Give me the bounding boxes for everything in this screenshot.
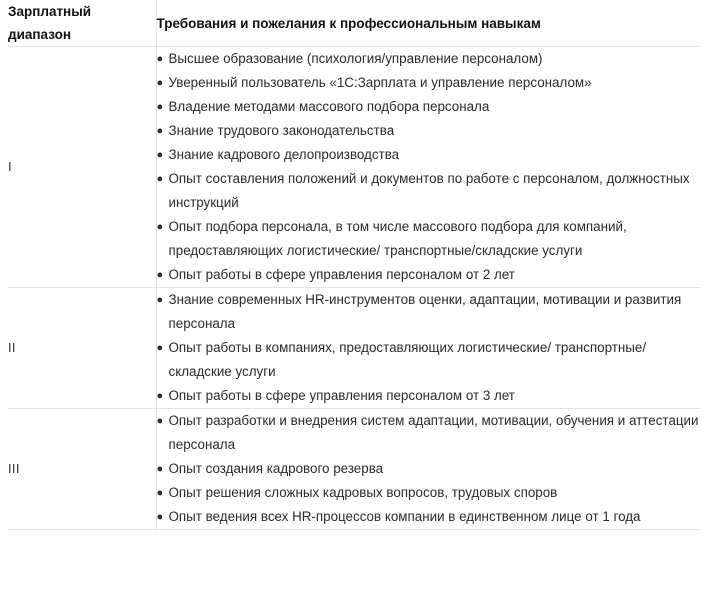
requirement-item: [157, 409, 701, 457]
requirement-item: [157, 215, 701, 263]
requirement-item: [157, 47, 701, 71]
requirement-item: [157, 143, 701, 167]
table-header: [8, 0, 700, 47]
salary-range-cell: [8, 409, 156, 530]
requirement-text: Опыт подбора персонала, в том числе массового подбора для компаний, предоставляющих логистические/ транспортные/складские услуги: [168, 219, 627, 258]
bullet-icon: ●: [156, 173, 164, 185]
requirements-cell: [156, 47, 700, 288]
requirement-item: [157, 263, 701, 287]
requirement-text: Опыт разработки и внедрения систем адаптации, мотивации, обучения и аттестации персонала: [168, 413, 699, 452]
requirement-item: [157, 481, 701, 505]
bullet-icon: ●: [156, 269, 164, 281]
salary-range-label: II: [8, 340, 16, 355]
bullet-icon: ●: [156, 77, 164, 89]
column-header-salary-range: Зарплатный диапазон: [8, 0, 156, 47]
table-header-row: [8, 0, 700, 47]
requirement-item: [157, 288, 701, 336]
bullet-icon: ●: [156, 463, 164, 475]
requirements-cell: [156, 288, 700, 409]
requirement-text: Опыт работы в компаниях, предоставляющих логистические/ транспортные/складские услуги: [168, 340, 647, 379]
requirement-item: [157, 71, 701, 95]
requirement-text: Знание кадрового делопроизводства: [168, 147, 400, 162]
table-row: [8, 288, 700, 409]
salary-range-cell: [8, 288, 156, 409]
requirements-list: [157, 47, 701, 287]
requirement-item: [157, 167, 701, 215]
requirement-text: Опыт решения сложных кадровых вопросов, трудовых споров: [168, 485, 558, 500]
requirements-cell: [156, 409, 700, 530]
bullet-icon: ●: [156, 221, 164, 233]
table-row: [8, 409, 700, 530]
requirement-item: [157, 119, 701, 143]
requirement-text: Владение методами массового подбора персонала: [168, 99, 490, 114]
requirement-item: [157, 95, 701, 119]
requirement-text: Уверенный пользователь «1С:Зарплата и управление персоналом»: [168, 75, 592, 90]
bullet-icon: ●: [156, 342, 164, 354]
bullet-icon: ●: [156, 101, 164, 113]
requirement-text: Опыт создания кадрового резерва: [168, 461, 384, 476]
requirement-item: [157, 457, 701, 481]
bullet-icon: ●: [156, 415, 164, 427]
bullet-icon: ●: [156, 125, 164, 137]
table-body: [8, 47, 700, 530]
salary-range-cell: [8, 47, 156, 288]
table-row: [8, 47, 700, 288]
bullet-icon: ●: [156, 53, 164, 65]
requirement-item: [157, 336, 701, 384]
salary-range-label: III: [8, 461, 20, 476]
column-header-requirements: Требования и пожелания к профессиональным навыкам: [156, 0, 700, 47]
requirement-item: [157, 505, 701, 529]
requirement-text: Опыт ведения всех HR-процессов компании в единственном лице от 1 года: [168, 509, 641, 524]
bullet-icon: ●: [156, 390, 164, 402]
salary-range-label: I: [8, 159, 12, 174]
requirement-text: Опыт составления положений и документов по работе с персоналом, должностных инструкций: [168, 171, 690, 210]
requirement-item: [157, 384, 701, 408]
requirements-list: [157, 288, 701, 408]
bullet-icon: ●: [156, 511, 164, 523]
requirement-text: Знание современных HR-инструментов оценки, адаптации, мотивации и развития персонала: [168, 292, 682, 331]
bullet-icon: ●: [156, 487, 164, 499]
salary-skills-table: [8, 0, 700, 530]
bullet-icon: ●: [156, 149, 164, 161]
requirement-text: Знание трудового законодательства: [168, 123, 395, 138]
requirement-text: Опыт работы в сфере управления персоналом от 2 лет: [168, 267, 515, 282]
requirement-text: Высшее образование (психология/управление персоналом): [168, 51, 543, 66]
bullet-icon: ●: [156, 294, 164, 306]
requirement-text: Опыт работы в сфере управления персоналом от 3 лет: [168, 388, 515, 403]
requirements-list: [157, 409, 701, 529]
